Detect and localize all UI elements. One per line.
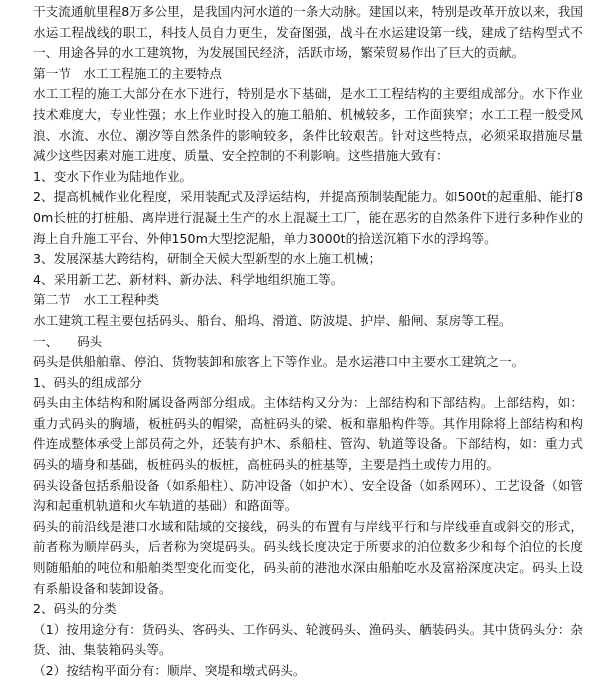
- classification-by-layout: （2）按结构平面分有：顺岸、突堤和墩式码头。: [33, 663, 306, 678]
- wharf-definition-paragraph: 码头是供船舶靠、停泊、货物装卸和旅客上下等作业。是水运港口中主要水工建筑之一。: [33, 354, 525, 370]
- wharf-equipment-paragraph: 码头设备包括系船设备（如系船柱）、防冲设备（如护木）、安全设备（如系网环）、工艺设备（如管沟和起重机轨道和火车轨道的基础）和路面等。: [33, 477, 583, 514]
- section-heading-2: 第二节 水工工程种类: [33, 292, 159, 308]
- wharf-classification-heading: 2、码头的分类: [33, 601, 117, 617]
- construction-features-paragraph: 水工工程的施工大部分在水下进行，特别是水下基础，是水工工程结构的主要组成部分。水下作业技术难度大，专业性强；水上作业时投入的施工船舶、机械较多，工作面狭窄；水工工程一般受风浪、水流、水位、潮汐等自然条件的影响较多，条件比较艰苦。针对这些特点，必须采取措施尽量减少这些因素对施工进度、质量、安全控制的不利影响。这些措施大致有：: [33, 86, 583, 164]
- measure-item-4: 4、采用新工艺、新材料、新办法、科学地组织施工等。: [33, 271, 344, 287]
- section-heading-1: 第一节 水工工程施工的主要特点: [33, 65, 222, 81]
- measure-item-2: 2、提高机械作业化程度，采用装配式及浮运结构，并提高预制装配能力。如500t的起重船、能打80m长桩的打桩船、离岸进行混凝土生产的水上混凝土工厂，能在恶劣的自然条件下进行多种作业的海上自升施工平台、外伸150m大型挖泥船，单力3000t的拾送沉箱下水的浮坞等。: [33, 189, 583, 246]
- classification-by-use: （1）按用途分有：货码头、客码头、工作码头、轮渡码头、渔码头、舾装码头。其中货码头分：杂货、油、集装箱码头等。: [33, 621, 583, 658]
- subsection-heading-wharf: 一、 码头: [33, 333, 103, 349]
- wharf-frontline-paragraph: 码头的前沿线是港口水域和陆域的交接线，码头的布置有与岸线平行和与岸线垂直或斜交的形式，前者称为顺岸码头，后者称为突堤码头。码头线长度决定于所要求的泊位数多少和每个泊位的长度则随船舶的吨位和船舶类型变化而变化，码头前的港池水深由船舶吃水及富裕深度决定。码头上设有系船设备和装卸设备。: [33, 518, 583, 596]
- wharf-structure-paragraph: 码头由主体结构和附属设备两部分组成。主体结构又分为：上部结构和下部结构。上部结构，如：重力式码头的胸墙，板桩码头的帽梁，高桩码头的梁、板和靠船构件等。其作用除将上部结构和构件连成整体承受上部员荷之外，还装有护木、系船柱、管沟、轨道等设备。下部结构，如：重力式码头的墙身和基础，板桩码头的板桩，高桩码头的桩基等，主要是挡土或传力用的。: [33, 395, 583, 473]
- intro-paragraph: 干支流通航里程8万多公里，是我国内河水道的一条大动脉。建国以来，特别是改革开放以来，我国水运工程战线的职工，科技人员自力更生，发奋图强，战斗在水运建设第一线，建成了结构型式不一、用途各异的水工建筑物，为发展国民经济，活跃市场，繁荣贸易作出了巨大的贡献。: [33, 4, 583, 61]
- measure-item-3: 3、发展深基大跨结构，研制全天候大型新型的水上施工机械；: [33, 251, 382, 267]
- engineering-types-paragraph: 水工建筑工程主要包括码头、船台、船坞、滑道、防波堤、护岸、船闸、泵房等工程。: [33, 312, 512, 328]
- wharf-components-heading: 1、码头的组成部分: [33, 374, 142, 390]
- measure-item-1: 1、变水下作业为陆地作业。: [33, 168, 193, 184]
